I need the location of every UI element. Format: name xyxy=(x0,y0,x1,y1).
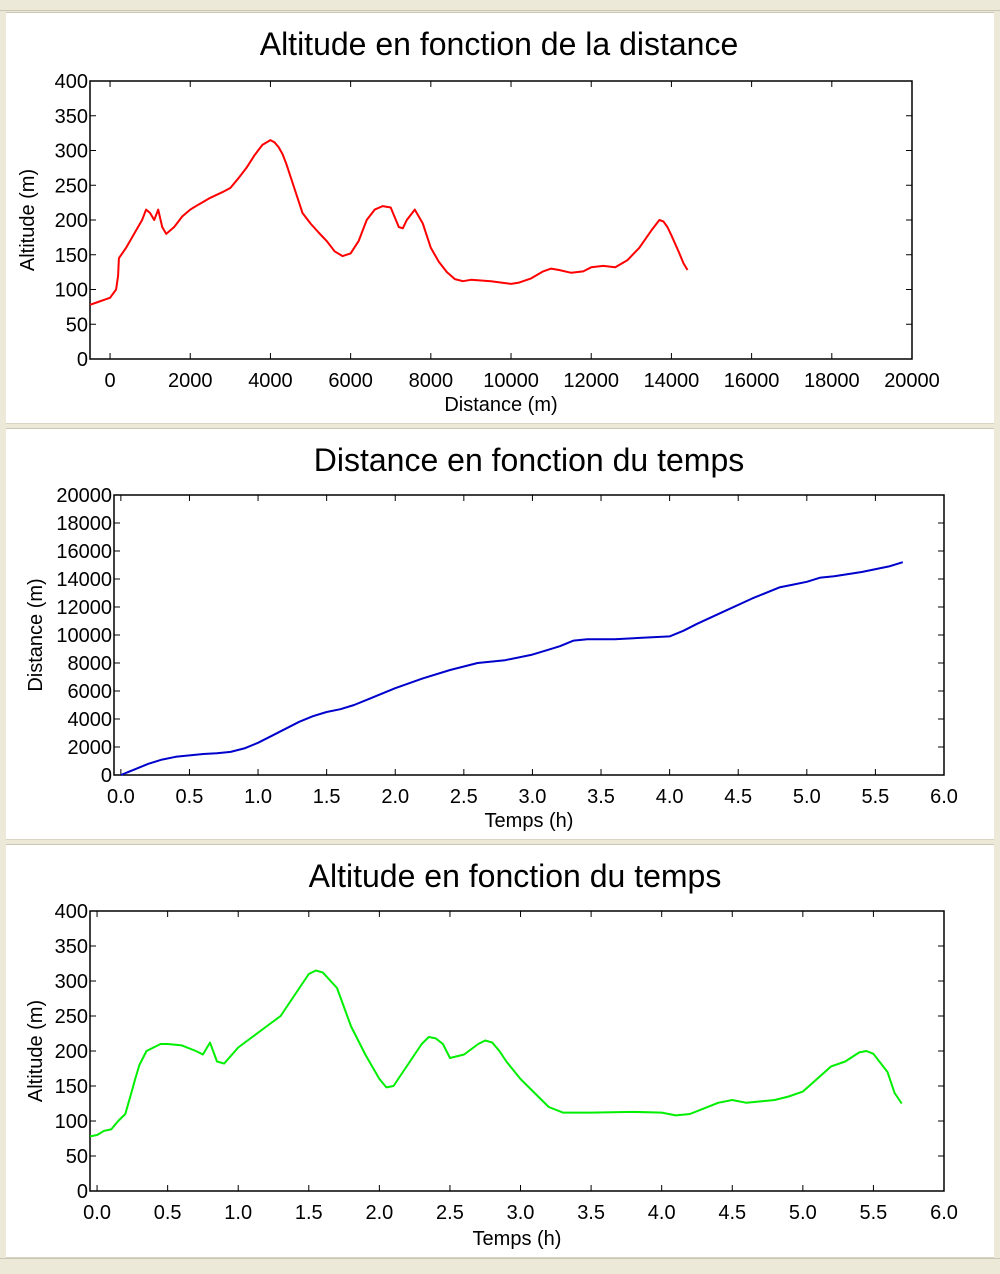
x-tick-label: 2000 xyxy=(167,370,213,392)
chart-altitude-vs-time xyxy=(6,845,994,1257)
series-line xyxy=(90,971,902,1137)
y-tick-label: 0 xyxy=(76,1181,88,1203)
x-tick-label: 4.5 xyxy=(724,786,753,808)
x-tick-label: 1.0 xyxy=(224,1202,253,1224)
y-tick-label: 0 xyxy=(76,349,88,371)
y-tick-label: 16000 xyxy=(56,541,112,563)
x-tick-label: 1.0 xyxy=(244,786,272,808)
x-tick-label: 5.5 xyxy=(861,786,890,808)
x-tick-label: 20000 xyxy=(884,370,940,392)
y-tick-label: 100 xyxy=(54,279,88,302)
x-axis-label: Temps (h) xyxy=(484,810,574,832)
plot-frame xyxy=(90,911,944,1191)
chart-title: Distance en fonction du temps xyxy=(313,442,745,478)
x-tick-label: 5.5 xyxy=(859,1202,888,1224)
x-tick-label: 10000 xyxy=(483,370,539,392)
series-line xyxy=(121,562,903,775)
y-axis-label: Altitude (m) xyxy=(25,999,47,1103)
y-axis-label: Distance (m) xyxy=(25,578,47,692)
y-tick-label: 350 xyxy=(54,936,88,958)
series-line xyxy=(90,140,688,305)
y-tick-label: 18000 xyxy=(56,513,112,535)
x-tick-label: 2.5 xyxy=(436,1202,464,1224)
y-tick-label: 200 xyxy=(54,1041,88,1063)
chart-panel-altitude-time xyxy=(6,844,994,1258)
y-tick-label: 14000 xyxy=(56,569,112,591)
x-tick-label: 6.0 xyxy=(930,786,958,808)
y-tick-label: 2000 xyxy=(67,737,112,759)
x-tick-label: 4000 xyxy=(248,370,293,392)
y-tick-label: 200 xyxy=(54,210,88,232)
y-tick-label: 400 xyxy=(54,71,88,93)
plot-frame xyxy=(90,81,912,359)
x-tick-label: 6.0 xyxy=(930,1202,958,1224)
chart-panel-distance-time xyxy=(6,428,994,840)
y-tick-label: 250 xyxy=(54,175,88,198)
x-tick-label: 1.5 xyxy=(294,1202,323,1224)
x-tick-label: 2.0 xyxy=(381,786,410,808)
x-tick-label: 3.0 xyxy=(506,1202,535,1224)
x-tick-label: 0.0 xyxy=(106,786,135,808)
y-axis-label: Altitude (m) xyxy=(17,168,39,272)
y-tick-label: 300 xyxy=(54,140,88,163)
y-tick-label: 20000 xyxy=(56,485,112,507)
y-tick-label: 12000 xyxy=(56,597,112,619)
y-tick-label: 50 xyxy=(65,314,88,337)
chart-distance-vs-time xyxy=(6,429,994,839)
y-tick-label: 250 xyxy=(54,1006,88,1028)
x-tick-label: 0.5 xyxy=(153,1202,182,1224)
x-tick-label: 3.5 xyxy=(587,786,615,808)
chart-altitude-vs-distance xyxy=(6,13,994,423)
chart-title: Altitude en fonction du temps xyxy=(308,858,722,894)
x-tick-label: 5.0 xyxy=(792,786,821,808)
x-tick-label: 4.5 xyxy=(718,1202,747,1224)
x-tick-label: 2.5 xyxy=(449,786,478,808)
y-tick-label: 8000 xyxy=(67,653,112,675)
x-tick-label: 18000 xyxy=(803,370,860,392)
x-axis-label: Distance (m) xyxy=(444,394,558,416)
y-tick-label: 300 xyxy=(54,971,88,993)
x-tick-label: 4.0 xyxy=(647,1202,676,1224)
x-tick-label: 12000 xyxy=(563,370,620,392)
y-tick-label: 400 xyxy=(54,901,88,923)
x-tick-label: 14000 xyxy=(643,370,700,392)
y-tick-label: 10000 xyxy=(56,625,112,647)
x-tick-label: 8000 xyxy=(408,370,454,392)
x-tick-label: 0.5 xyxy=(175,786,204,808)
y-tick-label: 50 xyxy=(65,1146,88,1168)
x-tick-label: 2.0 xyxy=(365,1202,394,1224)
x-tick-label: 1.5 xyxy=(312,786,341,808)
y-tick-label: 150 xyxy=(54,1076,88,1098)
x-tick-label: 3.5 xyxy=(577,1202,606,1224)
y-tick-label: 0 xyxy=(100,765,112,787)
y-tick-label: 4000 xyxy=(67,709,112,731)
y-tick-label: 350 xyxy=(54,105,88,128)
chart-title: Altitude en fonction de la distance xyxy=(259,26,739,62)
plot-frame xyxy=(114,495,944,775)
window-bottom-strip xyxy=(0,1258,1000,1274)
x-tick-label: 5.0 xyxy=(788,1202,817,1224)
x-tick-label: 0 xyxy=(104,370,116,392)
x-tick-label: 4.0 xyxy=(655,786,684,808)
x-axis-label: Temps (h) xyxy=(472,1228,562,1250)
x-tick-label: 3.0 xyxy=(518,786,547,808)
x-tick-label: 16000 xyxy=(723,370,780,392)
x-tick-label: 6000 xyxy=(328,370,373,392)
y-tick-label: 100 xyxy=(54,1111,88,1133)
chart-panel-altitude-distance xyxy=(6,12,994,424)
y-tick-label: 150 xyxy=(54,244,88,267)
window-top-strip xyxy=(0,0,1000,11)
y-tick-label: 6000 xyxy=(67,681,112,703)
x-tick-label: 0.0 xyxy=(83,1202,111,1224)
